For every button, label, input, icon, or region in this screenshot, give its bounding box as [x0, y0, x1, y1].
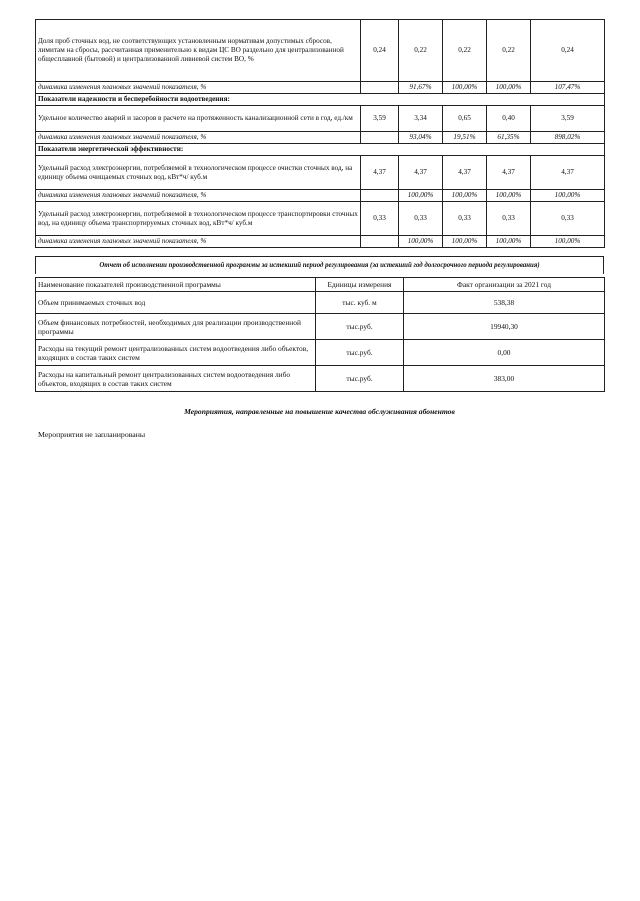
report-header-cell: Единицы измерения — [316, 278, 404, 292]
indicator-value: 61,35% — [487, 132, 531, 144]
indicator-label: динамика изменения плановых значений показателя, % — [36, 82, 361, 94]
indicator-label: Удельное количество аварий и засоров в расчете на протяженность канализационной сети в год, ед./км — [36, 106, 361, 132]
report-table — [35, 277, 605, 392]
indicator-value: 0,33 — [487, 202, 531, 236]
section-row — [36, 94, 605, 106]
indicator-value — [361, 190, 399, 202]
report-row-name: Объем принимаемых сточных вод — [36, 292, 316, 314]
indicator-value: 4,37 — [443, 156, 487, 190]
indicator-value: 0,33 — [443, 202, 487, 236]
indicator-row — [36, 156, 605, 190]
indicator-value: 898,02% — [531, 132, 605, 144]
report-row-fact: 0,00 — [404, 340, 605, 366]
measures-text: Мероприятия не запланированы — [38, 430, 146, 439]
measures-title: Мероприятия, направленные на повышение качества обслуживания абонентов — [184, 407, 455, 416]
indicator-value: 100,00% — [443, 190, 487, 202]
indicator-row — [36, 20, 605, 82]
report-row-fact: 19940,30 — [404, 314, 605, 340]
report-row — [36, 340, 605, 366]
report-row-fact: 538,38 — [404, 292, 605, 314]
indicator-label: Доля проб сточных вод, не соответствующих установленным нормативам допустимых сбросов, лимитам на сбросы, рассчитанная применительно к видам ЦС ВО раздельно для централизованной общесплавной (бытовой) и централизованной ливневой систем ВО, % — [36, 20, 361, 82]
section-title: Показатели надежности и бесперебойности водоотведения: — [36, 94, 605, 106]
indicator-label: динамика изменения плановых значений показателя, % — [36, 190, 361, 202]
report-row-name: Объем финансовых потребностей, необходимых для реализации производственной программы — [36, 314, 316, 340]
report-row-name: Расходы на текущий ремонт централизованных систем водоотведения либо объектов, входящих в состав таких систем — [36, 340, 316, 366]
indicator-label: динамика изменения плановых значений показателя, % — [36, 132, 361, 144]
indicator-value: 0,24 — [361, 20, 399, 82]
indicator-value: 91,67% — [399, 82, 443, 94]
indicator-value: 100,00% — [443, 236, 487, 248]
report-row-unit: тыс. куб. м — [316, 292, 404, 314]
indicator-value: 100,00% — [487, 236, 531, 248]
indicator-value: 100,00% — [531, 236, 605, 248]
indicator-row — [36, 202, 605, 236]
indicator-value: 100,00% — [487, 82, 531, 94]
indicator-value: 0,33 — [531, 202, 605, 236]
indicator-label: Удельный расход электроэнергии, потребляемой в технологическом процессе транспортировки сточных вод, на единицу объема транспортируемых сточных вод, кВт*ч/ куб.м — [36, 202, 361, 236]
dynamics-row — [36, 132, 605, 144]
report-row-unit: тыс.руб. — [316, 366, 404, 392]
indicator-value: 4,37 — [531, 156, 605, 190]
report-header-cell: Факт организации за 2021 год — [404, 278, 605, 292]
indicator-value: 0,65 — [443, 106, 487, 132]
indicator-value: 100,00% — [443, 82, 487, 94]
indicator-value: 19,51% — [443, 132, 487, 144]
indicator-row — [36, 106, 605, 132]
dynamics-row — [36, 82, 605, 94]
indicators-table — [35, 19, 605, 248]
dynamics-row — [36, 190, 605, 202]
section-title: Показатели энергетической эффективности: — [36, 144, 605, 156]
report-row — [36, 366, 605, 392]
indicator-value — [361, 82, 399, 94]
indicator-value: 0,22 — [443, 20, 487, 82]
report-title: Отчет об исполнении производственной программы за истекший период регулирования (за истекший год долгосрочного периода регулирования) — [35, 256, 604, 274]
report-row-unit: тыс.руб. — [316, 340, 404, 366]
indicator-value: 3,34 — [399, 106, 443, 132]
section-row — [36, 144, 605, 156]
indicator-value: 100,00% — [399, 190, 443, 202]
indicator-value — [361, 236, 399, 248]
indicator-value: 0,40 — [487, 106, 531, 132]
report-header-cell: Наименование показателей производственной программы — [36, 278, 316, 292]
report-row-fact: 383,00 — [404, 366, 605, 392]
indicator-value: 3,59 — [361, 106, 399, 132]
indicator-value: 107,47% — [531, 82, 605, 94]
report-row-unit: тыс.руб. — [316, 314, 404, 340]
indicator-value: 0,22 — [399, 20, 443, 82]
indicator-value: 100,00% — [487, 190, 531, 202]
indicator-value: 0,22 — [487, 20, 531, 82]
report-row-name: Расходы на капитальный ремонт централизованных систем водоотведения либо объектов, входящих в состав таких систем — [36, 366, 316, 392]
indicator-value: 0,33 — [361, 202, 399, 236]
indicator-label: динамика изменения плановых значений показателя, % — [36, 236, 361, 248]
indicator-value: 4,37 — [399, 156, 443, 190]
indicator-value — [361, 132, 399, 144]
indicator-value: 100,00% — [399, 236, 443, 248]
indicator-value: 0,33 — [399, 202, 443, 236]
indicator-value: 4,37 — [361, 156, 399, 190]
report-row — [36, 314, 605, 340]
indicator-value: 3,59 — [531, 106, 605, 132]
report-row — [36, 292, 605, 314]
dynamics-row — [36, 236, 605, 248]
report-header-row — [36, 278, 605, 292]
indicator-value: 4,37 — [487, 156, 531, 190]
indicator-label: Удельный расход электроэнергии, потребляемой в технологическом процессе очистки сточных вод, на единицу объема очищаемых сточных вод, кВт*ч/ куб.м — [36, 156, 361, 190]
indicator-value: 100,00% — [531, 190, 605, 202]
indicator-value: 0,24 — [531, 20, 605, 82]
indicator-value: 93,04% — [399, 132, 443, 144]
